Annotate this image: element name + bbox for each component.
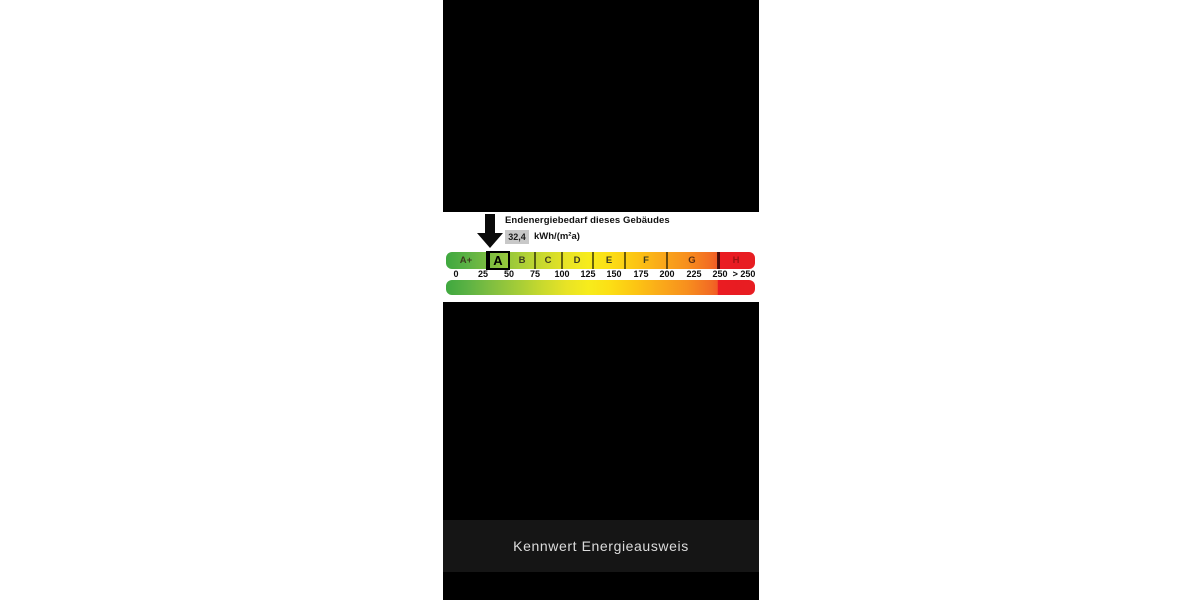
class-label-d: D <box>573 255 581 266</box>
class-label-g: G <box>688 255 696 266</box>
axis-tick-250: 250 <box>712 269 728 279</box>
class-label-f: F <box>643 255 649 266</box>
energy-class-band <box>446 252 755 269</box>
axis-tick-175: 175 <box>633 269 649 279</box>
axis-tick-150: 150 <box>606 269 622 279</box>
axis-tick-75: 75 <box>529 269 541 279</box>
chart-title: Endenergiebedarf dieses Gebäudes <box>505 215 670 226</box>
class-label-b: B <box>518 255 526 266</box>
value-marker-arrowhead-icon <box>477 233 503 248</box>
class-divider-c-d <box>561 252 563 269</box>
energy-scale-chart <box>443 212 759 302</box>
class-label-h: H <box>732 255 740 266</box>
energy-value-badge: 32,4 <box>505 230 529 244</box>
class-divider-d-e <box>592 252 594 269</box>
class-divider-f-g <box>666 252 668 269</box>
axis-tick-50: 50 <box>503 269 515 279</box>
class-label-a-current: A <box>493 253 503 268</box>
class-divider-g-h <box>717 252 720 269</box>
caption-band <box>443 520 759 572</box>
caption-text: Kennwert Energieausweis <box>513 538 689 554</box>
value-marker-arrow-icon <box>485 214 495 234</box>
axis-tick-125: 125 <box>580 269 596 279</box>
axis-tick-200: 200 <box>659 269 675 279</box>
axis-tick-100: 100 <box>554 269 570 279</box>
axis-tick-gt-250: > 250 <box>732 269 756 279</box>
class-divider-b-c <box>534 252 536 269</box>
class-label-c: C <box>544 255 552 266</box>
axis-tick-25: 25 <box>477 269 489 279</box>
class-divider-e-f <box>624 252 626 269</box>
axis-tick-225: 225 <box>686 269 702 279</box>
class-label-e: E <box>605 255 613 266</box>
class-label-a-plus: A+ <box>459 255 473 266</box>
axis-tick-0: 0 <box>453 269 459 279</box>
energy-unit-label: kWh/(m²a) <box>534 231 580 242</box>
energy-gradient-bar <box>446 280 755 295</box>
